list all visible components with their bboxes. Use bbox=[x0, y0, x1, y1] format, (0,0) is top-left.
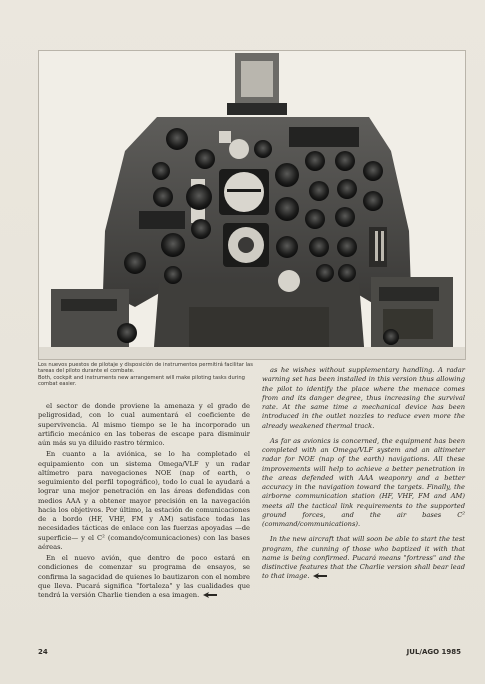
page-number: 24 bbox=[38, 648, 48, 656]
english-text-column bbox=[262, 366, 465, 588]
caption-english: Both, cockpit and instruments new arrangement will make piloting tasks during combat easier. bbox=[38, 374, 245, 388]
spanish-paragraph: En cuanto a la aviónica, se lo ha completado el equipamiento con un sistema Omega/VLF y un radar altímetro para navegaciones NOE (nap of earth, o seguimiento del perfil topográfico), todo lo cual le ayudará a lograr una mejor penetración en las áreas defendidas con medios AAA y a obtener mayor precisión en la navegación hacia los objetivos. Por último, la estación de comunicaciones de a bordo (HF, VHF, FM y AM) satisface todas las necesidades tácticas de enlace con las fuerzas apoyadas —de superficie— y el C² (comando/comunicaciones) con las bases aéreas. bbox=[38, 450, 250, 551]
issue-date: JUL/AGO 1985 bbox=[406, 648, 461, 656]
end-arrow-icon bbox=[313, 573, 327, 579]
spanish-paragraph bbox=[38, 554, 250, 600]
caption-spanish: Los nuevos puestos de pilotaje y disposición de instrumentos permitirá facilitar las tareas del piloto durante el combate. bbox=[38, 362, 253, 375]
english-paragraph: As far as avionics is concerned, the equipment has been completed with an Omega/VLF system and an altimeter radar for NOE (nap of the earth) navigations. All these improvements will help to achieve a better penetration in the areas defended with AAA weaponry and a better accuracy in the navigation toward the targets. Finally, the airborne communication station (HF, VHF, FM and AM) meets all the tactical link requirements to the supported ground forces, and the air bases C² (command/communications). bbox=[262, 436, 465, 528]
end-arrow-icon bbox=[203, 592, 217, 598]
spanish-paragraph: el sector de donde proviene la amenaza y el grado de peligrosidad, con lo cual aumentará el coeficiente de supervivencia. Al mismo tiempo se le ha incorporado un artificio mecánico en las toberas de escape para disminuir aún más su ya diluido rastro térmico. bbox=[38, 402, 250, 447]
cockpit-instrument-panel-image bbox=[39, 51, 465, 359]
english-paragraph bbox=[262, 535, 465, 581]
spanish-paragraph-text: En el nuevo avión, que dentro de poco estará en condiciones de comenzar su programa de ensayos, se confirma la sagacidad de quienes lo bautizaron con el nombre que lleva. Pucará significa "fortaleza" y las cualidades que tendrá la versión Charlie tienden a esa imagen. bbox=[38, 554, 250, 599]
photo-caption bbox=[38, 362, 256, 388]
cockpit-photo bbox=[38, 50, 466, 360]
spanish-text-column bbox=[38, 402, 250, 602]
english-paragraph: as he wishes without supplementary handling. A radar warning set has been installed in this version thus allowing the pilot to identify the place where the menace comes from and its danger degree, thus increasing the survival rate. At the same time a mechanical device has been introduced in the outlet nozzles to reduce even more the already weakened thermal track. bbox=[262, 366, 465, 430]
english-paragraph-text: In the new aircraft that will soon be able to start the test program, the cunning of those who baptized it with that name is being confirmed. Pucará means "fortress" and the distinctive features that the Charlie version shall bear lead to that image. bbox=[262, 535, 465, 581]
